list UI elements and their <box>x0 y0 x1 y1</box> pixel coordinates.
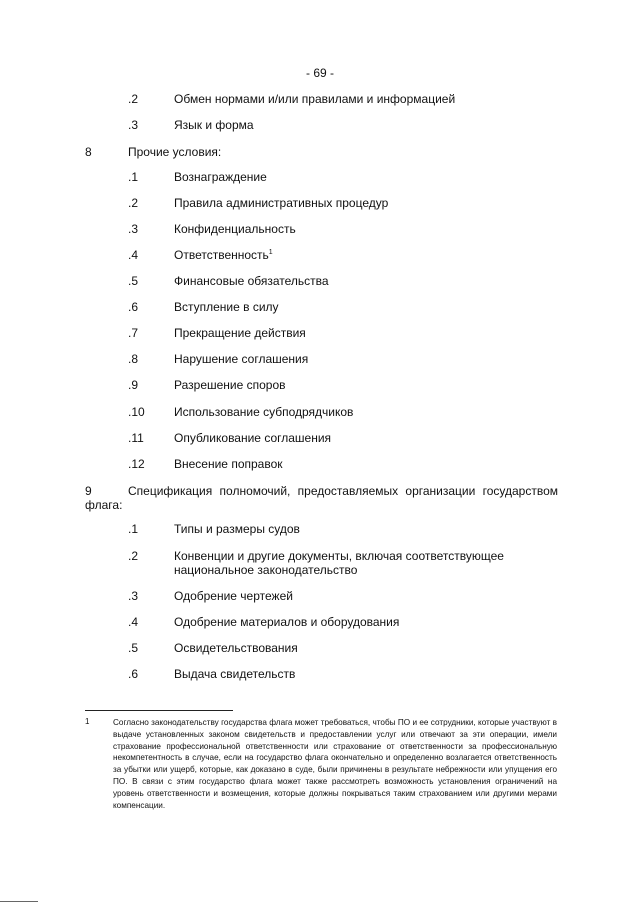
item-text: Освидетельствования <box>174 641 298 655</box>
item-text: Опубликование соглашения <box>174 431 332 445</box>
item-number: .8 <box>128 352 139 366</box>
item-number: .2 <box>128 549 139 563</box>
item-text: Обмен нормами и/или правилами и информацией <box>174 92 456 106</box>
item-text-with-footnote <box>174 248 273 262</box>
item-text: Прекращение действия <box>174 326 306 340</box>
item-text: Язык и форма <box>174 118 254 132</box>
item-number: .12 <box>128 457 145 471</box>
section-number: 9 <box>85 484 92 498</box>
scan-edge-mark <box>0 901 38 902</box>
item-text: Конвенции и другие документы, включая соответствующее национальное законодательство <box>174 549 504 577</box>
item-number: .4 <box>128 248 139 262</box>
item-text: Использование субподрядчиков <box>174 405 354 419</box>
item-number: .9 <box>128 378 139 392</box>
item-number: .5 <box>128 274 139 288</box>
item-number: .1 <box>128 170 139 184</box>
item-text: Разрешение споров <box>174 378 286 392</box>
item-number: .3 <box>128 222 139 236</box>
item-number: .7 <box>128 326 139 340</box>
item-number: .6 <box>128 667 139 681</box>
item-number: .4 <box>128 615 139 629</box>
item-text: Финансовые обязательства <box>174 274 329 288</box>
item-text: Вступление в силу <box>174 300 279 314</box>
item-number: .1 <box>128 522 139 536</box>
item-text: Одобрение материалов и оборудования <box>174 615 400 629</box>
item-number: .5 <box>128 641 139 655</box>
section-number: 8 <box>85 145 92 159</box>
item-text: Вознаграждение <box>174 170 267 184</box>
item-number: .10 <box>128 405 145 419</box>
item-text: Внесение поправок <box>174 457 283 471</box>
item-number: .2 <box>128 196 139 210</box>
item-number: .6 <box>128 300 139 314</box>
footnote-text: Согласно законодательству государства флага может требоваться, чтобы ПО и ее сотрудники, которые участвуют в выдаче установленных законом свидетельств и предоставлении услуг или отвечают за эти операции, имели страхование профессиональной ответственности или страхование от ответственности за профессиональную некомпетентность в случае, если на государство флага окончательно и определенно возлагается ответственность за убытки или ущерб, которые, как доказано в суде, были причинены в результате небрежности или упущения его ПО. В связи с этим государство флага может также рассмотреть возможность установления ограничений на уровень ответственности и возмещения, которые должны покрываться таким страхованием или другими мерами компенсации. <box>113 718 557 810</box>
item-number: .3 <box>128 118 139 132</box>
footnote-reference[interactable]: 1 <box>268 249 273 256</box>
item-text: Нарушение соглашения <box>174 352 309 366</box>
item-text: Выдача свидетельств <box>174 667 296 681</box>
item-number: .11 <box>128 431 144 445</box>
page-number: - 69 - <box>305 66 334 80</box>
item-text: Конфиденциальность <box>174 222 296 236</box>
item-number: .3 <box>128 589 139 603</box>
item-number: .2 <box>128 92 139 106</box>
footnote-divider <box>85 710 233 711</box>
footnote-mark: 1 <box>85 717 90 726</box>
item-text: Правила административных процедур <box>174 196 389 210</box>
item-text: Типы и размеры судов <box>174 522 300 536</box>
item-text: Ответственность <box>174 248 269 262</box>
item-text: Одобрение чертежей <box>174 589 293 603</box>
section-title-continuation: флага: <box>85 498 123 512</box>
section-title: Прочие условия: <box>128 145 222 159</box>
section-title: Спецификация полномочий, предоставляемых организации государством <box>128 484 558 498</box>
